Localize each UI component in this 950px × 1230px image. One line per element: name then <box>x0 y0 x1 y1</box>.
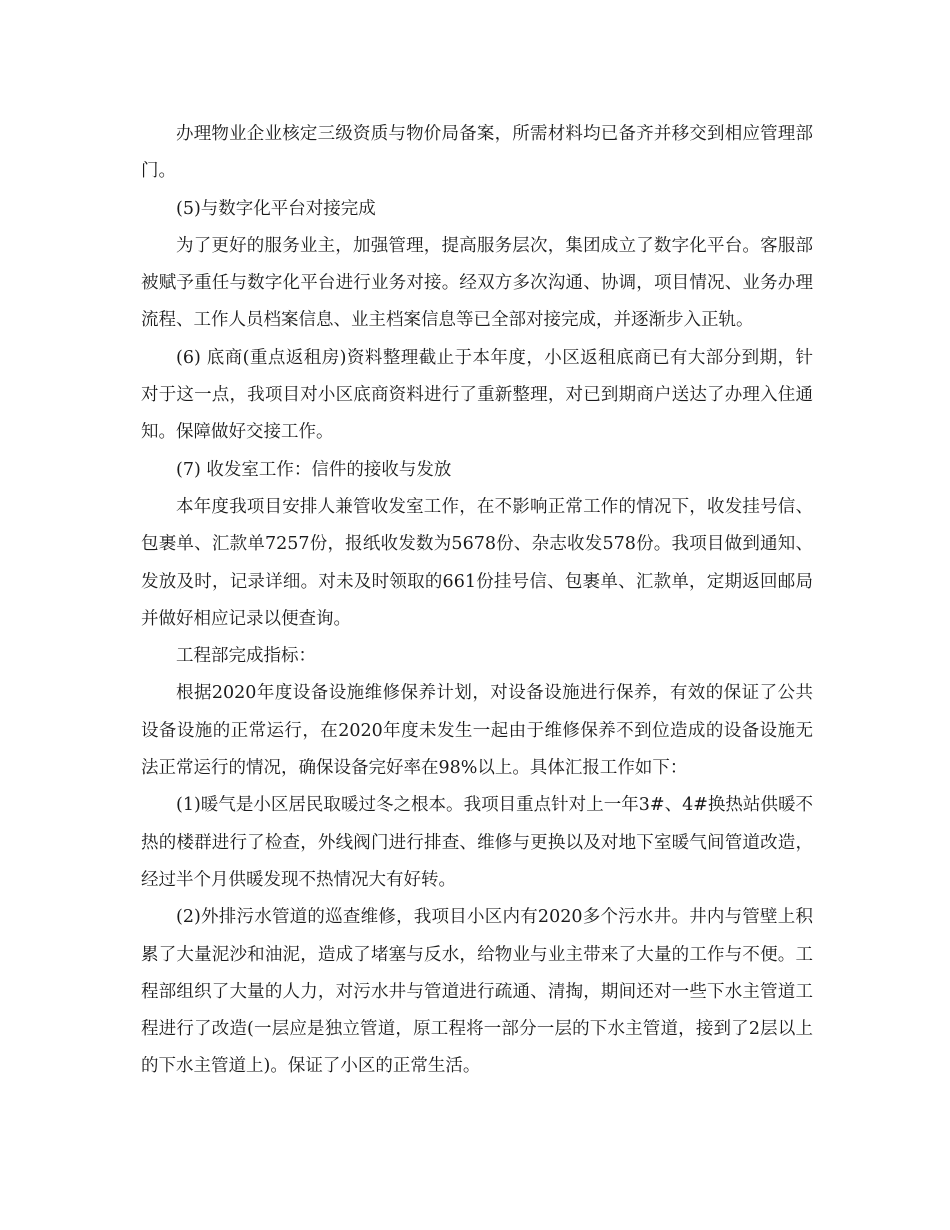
paragraph-qualification: 办理物业企业核定三级资质与物价局备案，所需材料均已备齐并移交到相应管理部门。 <box>141 124 813 182</box>
paragraph-engineering: 根据2020年度设备设施维修保养计划，对设备设施进行保养，有效的保证了公共设备设施的正常运行，在2020年度未发生一起由于维修保养不到位造成的设备设施无法正常运行的情况，确保设备完好率在98%以上。具体汇报工作如下： <box>141 683 813 779</box>
heading-engineering: 工程部完成指标： <box>176 646 316 667</box>
paragraph-shops: (6) 底商(重点返租房)资料整理截止于本年度，小区返租底商已有大部分到期，针对于这一点，我项目对小区底商资料进行了重新整理，对已到期商户送达了办理入住通知。保障做好交接工作。 <box>141 347 813 443</box>
paragraph-mailroom: 本年度我项目安排人兼管收发室工作，在不影响正常工作的情况下，收发挂号信、包裹单、汇款单7257份，报纸收发数为5678份、杂志收发578份。我项目做到通知、发放及时，记录详细。对未及时领取的661份挂号信、包裹单、汇款单，定期返回邮局并做好相应记录以便查询。 <box>141 496 813 629</box>
paragraph-sewage: (2)外排污水管道的巡查维修，我项目小区内有2020多个污水井。井内与管壁上积累了大量泥沙和油泥，造成了堵塞与反水，给物业与业主带来了大量的工作与不便。工程部组织了大量的人力，对污水井与管道进行疏通、清掏，期间还对一些下水主管道工程进行了改造(一层应是独立管道，原工程将一部分一层的下水主管道，接到了2层以上的下水主管道上)。保证了小区的正常生活。 <box>141 907 813 1077</box>
paragraph-digital-platform: 为了更好的服务业主，加强管理，提高服务层次，集团成立了数字化平台。客服部被赋予重任与数字化平台进行业务对接。经双方多次沟通、协调，项目情况、业务办理流程、工作人员档案信息、业主档案信息等已全部对接完成，并逐渐步入正轨。 <box>141 235 813 331</box>
heading-mailroom: (7) 收发室工作：信件的接收与发放 <box>176 459 452 480</box>
paragraph-heating: (1)暖气是小区居民取暖过冬之根本。我项目重点针对上一年3#、4#换热站供暖不热的楼群进行了检查，外线阀门进行排查、维修与更换以及对地下室暖气间管道改造，经过半个月供暖发现不热情况大有好转。 <box>141 795 813 890</box>
heading-digital-platform: (5)与数字化平台对接完成 <box>176 198 376 219</box>
document-body <box>141 116 813 1086</box>
